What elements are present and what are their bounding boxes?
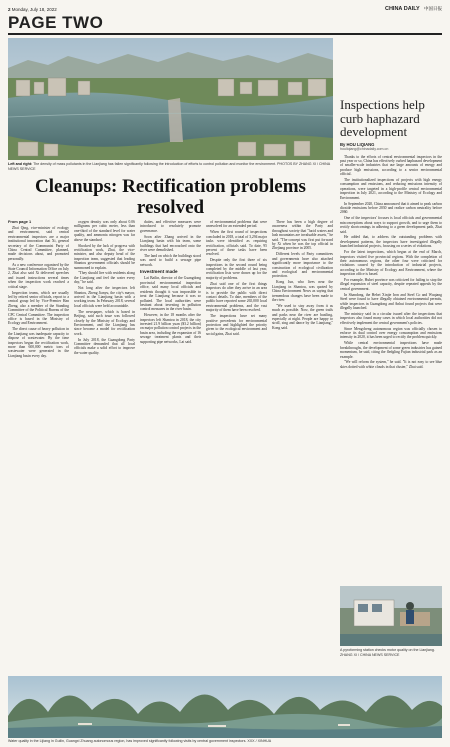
karst-river-photo [8, 676, 442, 738]
paragraph: As a new conference organized by the State Council Information Office on July 2, Zhai also said Xi delivered speeches and issued instructions several times when the inspection work reached a critical stage. [8, 262, 69, 289]
main-headline: Cleanups: Rectification problems resolved [35, 176, 306, 218]
bottom-photo [8, 676, 442, 738]
paragraph: For example, Hubei province was criticized for failing to stop the illegal expansion of steel capacity, despite repeated appeals by the central government. [340, 278, 442, 291]
paragraph: The ministry said in a circular issued after the inspections that inspectors also found many cases in which local authorities did not effectively implement the central government's policies. [340, 311, 442, 325]
paragraph: Different levels of Party committees and governments have also attached significantly more importance to the construction of ecological civilization and ecological and environmental protection. [272, 252, 333, 279]
side-story [340, 38, 442, 371]
photo-credit: PHOTOS BY ZHANG XI / CHINA NEWS SERVICE [8, 162, 330, 171]
story-column-3 [140, 220, 201, 672]
top-photo [8, 38, 333, 160]
section-rule [8, 33, 442, 35]
paragraph: Since Mengcheng autonomous region was officially chosen to enforce its dual control over energy consumption and emissions intensity in 2020, it has been urged to rectify the problem quickly. [340, 326, 442, 340]
paragraph: Despite only the first three of six inspections in the second round being completed by the middle of last year, rectification lists were drawn up for the majority of problems. [206, 258, 267, 280]
bottom-photo-credit: XXX / XINHUA [247, 739, 272, 743]
side-caption-text: A pyroforming station checks motor quality on the Lianjiang. [340, 648, 435, 652]
story-column-4 [206, 220, 267, 672]
river-aerial-photo [8, 38, 333, 160]
masthead-right [385, 6, 442, 12]
paragraph: "We will reform the system," he said. "It is not easy to see blue skies dotted with white clouds in that cluster," Zhai said. [340, 360, 442, 369]
caption-lead: Left and right: [8, 162, 33, 166]
paper-name-cn: 中国日报 [424, 6, 442, 11]
paragraph: Not long after the inspectors left Shantou, Zheng Jianyu, the city's mayor, arrived in the Lianjiang basin with a working team. In February 2018, several local officials were held accountable. [74, 286, 135, 308]
story-column-1 [8, 220, 69, 672]
paragraph: The inspections have set many positive precedents for environmental protection and highlighted the priority given to the ecological environment and social gains, Zhai said. [206, 314, 267, 336]
masthead-left [8, 7, 57, 12]
paragraph: For the latest inspections, which began at the end of March, inspectors visited five provincial regions. With the completion of their autonomous regions, the other four were criticized for violations caused by the introduction of industrial projects, according to the Ministry of Ecology and Environment, where the inspection office is based. [340, 250, 442, 277]
paragraph: Shocked by the lack of progress with rectification work, Zhai, the vice-minister, and also deputy head of the inspection team, suggested that leading Shantou government officials should be summoned to explain. [74, 243, 135, 270]
paragraph: However, in the 18 months after the inspectors left Shantou in 2018, the city invested 21.9 billion yuan ($3.2 billion) on major pollution control projects in the basin area, including the expansion of 16 sewage treatment plants and their supporting pipe networks, Lai said. [140, 313, 201, 344]
caption-text: The density of mass pollutants in the Lianjiang has fallen significantly following the introduction of efforts to control pollution and monitor the environment. [33, 162, 277, 166]
paragraph: In September 2020, China announced that it aimed to peak carbon dioxide emissions before 2030 and realize carbon neutrality before 2060. [340, 201, 442, 215]
issue-date: Monday, July 18, 2022 [11, 6, 57, 12]
paragraph: oxygen density was only about 0.06 milligrams per cubic meter, less than one-third of the standard level for water quality, and ammonia nitrogen was far above the standard. [74, 220, 135, 242]
paper-name: CHINA DAILY [384, 6, 420, 12]
paragraph: In Shandong, the Hebei Xinjie Iron and Steel Co and Wuqiang Steel were found to have illegally obtained environmental permits, while inspectors in Guangdong and Anhui found projects that were illegally launched. [340, 292, 442, 310]
section-title: PAGE TWO [8, 13, 104, 32]
paragraph: The direct cause of heavy pollution in the Lianjiang was inadequate capacity to dispose of wastewater. By the time inspectors began the rectification work, more than 600,000 metric tons of wastewater were generated in the Lianjiang basin every day. [8, 327, 69, 358]
subhead: Investment made [140, 269, 178, 275]
paragraph: While central environmental inspections have made breakthroughs, the development of some green industries has gained momentum, he said, citing the fledgling Fujian industrial park as an example. [340, 341, 442, 359]
side-headline: Inspections help curb haphazard development [340, 97, 425, 139]
paragraph: The land on which the buildings stood was used to build a sewage pipe network. [140, 253, 201, 267]
paragraph: He added that, to address the outstanding problems with development patterns, the inspectors have investigated illegally launched industrial projects, focusing on a series of violations. [340, 235, 442, 249]
paragraph: There has been a high degree of awareness within the Party and throughout society that "lucid waters and lush mountains are invaluable assets," he said. "The concept was first put forward by Xi when he was the top official in Zhejiang province in 2005. [272, 220, 333, 251]
inspection-station-photo [340, 586, 442, 646]
paragraph: Lai Bailin, director of the Guangdong provincial environmental inspection office, said many local officials and residents thought it was impossible to treat the Lianjiang because it was so polluted. The local authorities were hesitant about investing in pollution control measures in the river basin. [140, 276, 201, 312]
side-email: houliqiang@chinadaily.com.cn [340, 146, 389, 151]
continued-from: From page 1 [8, 220, 32, 224]
side-photo-credit: ZHANG XI / CHINA NEWS SERVICE [340, 652, 400, 657]
paragraph: Zhai Qing, vice-minister of ecology and environment, said central environmental inspectors are a major institutional innovation that Xi, general secretary of the Communist Party of China Central Committee, planned, made decisions about, and promoted personally. [8, 225, 69, 261]
paragraph: Thanks to the efforts of central environmental inspectors in the past year or so, China has effectively curbed haphazard development of smaller-scale industries that use large amounts of energy and produce high emissions, according to a senior environmental official. [340, 154, 442, 177]
paragraph: of environmental problems that were unresolved for an extended period. [206, 220, 267, 229]
paragraph: Zhai said one of the first things inspectors do after they arrive in an area is to provide the public with direct contact details. To date, members of the public have reported some 265,000 local environmental problems, and the vast majority of them have been resolved. [206, 281, 267, 313]
paragraph: duties, and effective measures were introduced to resolutely promote governance. [140, 220, 201, 233]
story-column-5 [272, 220, 333, 672]
paragraph: Kong Jun, who lives near the Lianjiang in Shantou, was quoted by China Environment News as saying that tremendous changes have been made to the river. [272, 280, 333, 302]
paragraph: "They should live with residents along the Lianjiang and feel the water every day," he said. [74, 271, 135, 285]
side-story-body [340, 155, 442, 370]
story-column-2 [74, 220, 135, 672]
paragraph: "We used to stay away from it as much as possible. Now, the green trails and parks near the river are bustling, especially at night. People are happy to stroll, sing and dance by the Lianjiang," Kong said. [272, 303, 333, 330]
page-number: 2 [8, 6, 11, 12]
paragraph: The institutionalized inspections of projects with high energy consumption and emissions, and reducing emissions intensity of operations, were targeted in a high-profile central environmental inspection in July 2021, according to the Ministry of Ecology and Environment. [340, 178, 442, 200]
top-photo-caption [8, 162, 333, 171]
bottom-photo-caption [8, 739, 442, 744]
bottom-caption-text: Water quality in the Lijiang in Guilin, Guangxi Zhuang autonomous region, has improved significantly following visits by central government inspectors. [8, 739, 247, 743]
paragraph: One of the inspectors' focuses is local officials and governmental misconceptions about ways to support growth, and to urge them to rectify shortcomings in adhering to a green development path, Zhai said. [340, 216, 442, 234]
paragraph: Inspection teams, which are usually led by retired senior officials, report to a central group led by Vice-Premier Han Zheng, also a member of the Standing Committee of the Political Bureau of the CPC Central Committee. The inspection office is based in the Ministry of Ecology and Environment. [8, 290, 69, 326]
side-byline: By HOU LIQIANG [340, 141, 375, 147]
paragraph: The newspaper, which is based in Beijing, said such issue was followed closely by the Ministry of Ecology and Environment, and the Lianjiang has since become a model for rectification work. [74, 309, 135, 336]
main-story-body [8, 220, 333, 672]
paragraph: Soon after Zhang arrived in the Lianjiang basin with his team, some buildings that had encroached onto the river were demolished. [140, 234, 201, 252]
paragraph: When the first round of inspections concluded in 2018, a total of 3,294 major tasks were identified as requiring rectification, officials said. To date, 95 percent of these tasks have been resolved. [206, 230, 267, 257]
side-photo-caption [340, 648, 442, 657]
side-photo [340, 586, 442, 646]
paragraph: In July 2018, the Guangdong Party Committee demanded that all local officials make a solid effort to improve the water quality. [74, 337, 135, 355]
